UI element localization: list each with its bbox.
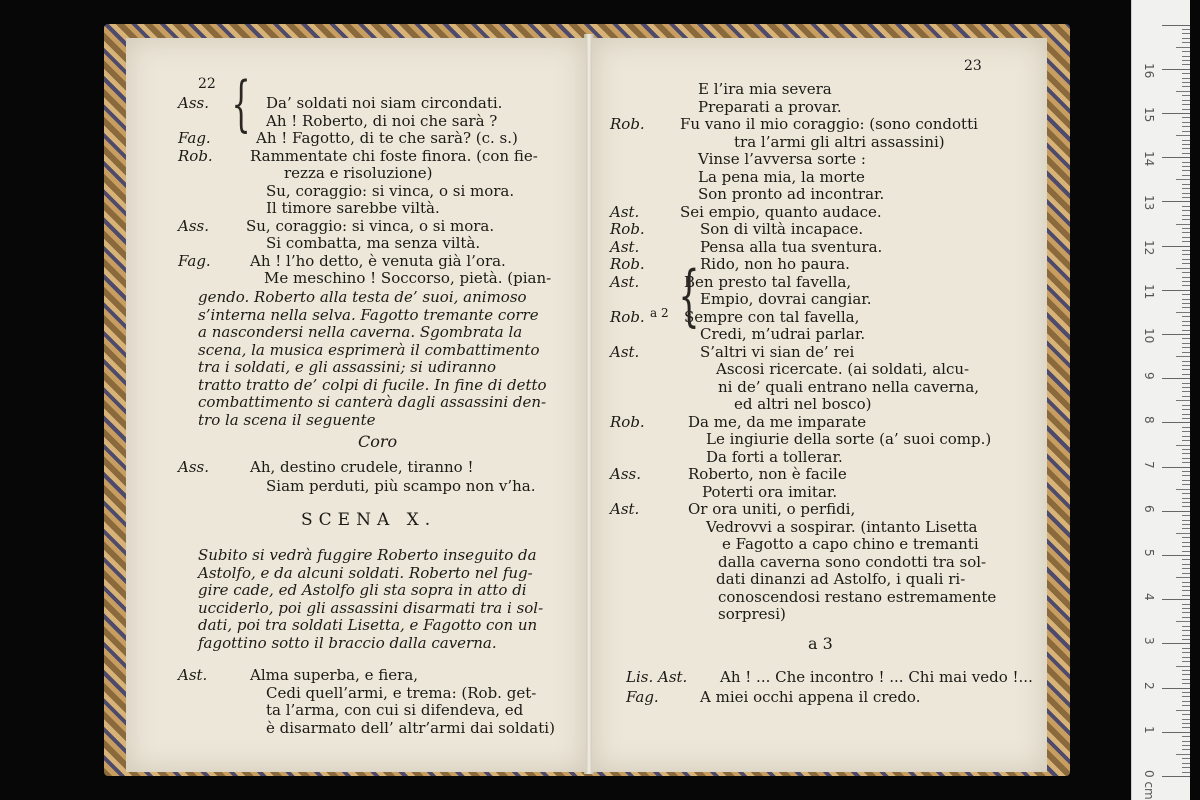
ruler-tick — [1182, 228, 1190, 229]
ruler-tick — [1182, 701, 1190, 702]
text-line: dalla caverna sono condotti tra sol- — [718, 552, 987, 571]
ruler-label: 8 — [1142, 416, 1156, 425]
ruler-tick — [1182, 56, 1190, 57]
ruler-tick — [1182, 303, 1190, 304]
text-line: Da’ soldati noi siam circondati. — [266, 94, 503, 112]
text-line: Su, coraggio: si vinca, o si mora. — [266, 181, 515, 200]
ruler-tick — [1182, 648, 1190, 649]
ruler-tick — [1182, 316, 1190, 317]
ruler-tick — [1182, 542, 1190, 543]
ruler-tick — [1182, 670, 1190, 671]
ruler-tick — [1182, 64, 1190, 65]
ruler-tick — [1176, 666, 1190, 667]
ruler-tick — [1176, 356, 1190, 357]
speaker-label: Fag. — [178, 129, 211, 147]
ruler-tick — [1182, 635, 1190, 636]
ruler-tick — [1182, 639, 1190, 640]
ruler-tick — [1162, 422, 1190, 423]
text-line: Or ora uniti, o perfidi, — [688, 500, 856, 518]
ruler-label: 3 — [1142, 637, 1156, 646]
text-line: Ah, destino crudele, tiranno ! — [250, 458, 474, 476]
ruler-tick — [1182, 272, 1190, 273]
ruler-tick — [1182, 237, 1190, 238]
ruler-tick — [1182, 126, 1190, 127]
ruler-tick — [1182, 626, 1190, 627]
ruler-tick — [1182, 374, 1190, 375]
ruler-tick — [1182, 727, 1190, 728]
text-line: dati dinanzi ad Astolfo, i quali ri- — [716, 570, 966, 588]
ruler-tick — [1182, 767, 1190, 768]
ruler-tick — [1176, 445, 1190, 446]
ruler-tick — [1182, 520, 1190, 521]
ruler-tick — [1182, 162, 1190, 163]
scena-direction-line: ucciderlo, poi gli assassini disarmati tra i sol- — [198, 598, 544, 617]
ruler-tick — [1182, 449, 1190, 450]
ruler-tick — [1162, 643, 1190, 644]
ruler-tick — [1182, 259, 1190, 260]
ruler-tick — [1182, 285, 1190, 286]
speaker-label: Rob. — [610, 220, 645, 238]
ruler-tick — [1162, 290, 1190, 291]
ruler-tick — [1182, 254, 1190, 255]
text-line: conoscendosi restano estremamente — [718, 587, 997, 606]
ruler-label: 7 — [1142, 460, 1156, 469]
ruler-tick — [1182, 745, 1190, 746]
ruler-tick — [1182, 33, 1190, 34]
text-line: tra l’armi gli altri assassini) — [734, 132, 945, 151]
text-line: ed altri nel bosco) — [734, 395, 872, 413]
ruler-tick — [1182, 736, 1190, 737]
text-line: ta l’arma, con cui si difendeva, ed — [266, 701, 524, 719]
ruler-label: 15 — [1142, 107, 1156, 123]
stage-direction-line: combattimento si canterà dagli assassini den- — [198, 393, 547, 411]
ruler-tick — [1176, 47, 1190, 48]
ruler-tick — [1182, 674, 1190, 675]
text-line: Da me, da me imparate — [688, 412, 867, 431]
ruler-tick — [1182, 705, 1190, 706]
ruler-tick — [1182, 144, 1190, 145]
ruler-tick — [1182, 51, 1190, 52]
ruler-label: 4 — [1142, 593, 1156, 601]
ruler-tick — [1182, 263, 1190, 264]
ruler-label: 14 — [1142, 151, 1156, 167]
ruler-tick — [1182, 361, 1190, 362]
ruler-tick — [1182, 166, 1190, 167]
ruler-tick — [1182, 396, 1190, 397]
ruler-tick — [1176, 577, 1190, 578]
stage-direction-line: gendo. Roberto alla testa de’ suoi, animoso — [198, 288, 527, 306]
ruler-tick — [1182, 436, 1190, 437]
ruler-tick — [1182, 679, 1190, 680]
ruler-tick — [1176, 312, 1190, 313]
ruler-tick — [1182, 453, 1190, 454]
speaker-label: Ast. — [178, 666, 208, 684]
ruler-tick — [1182, 471, 1190, 472]
text-line: Ben presto tal favella, — [684, 272, 852, 291]
ruler-label: 9 — [1142, 372, 1156, 380]
speaker-label: Ass. — [178, 94, 209, 112]
ruler-label: 12 — [1142, 239, 1156, 255]
ruler-tick — [1182, 330, 1190, 331]
speaker-label: Ast. — [610, 342, 640, 361]
stage-direction-line: s’interna nella selva. Fagotto tremante corre — [198, 305, 539, 324]
ruler-tick — [1182, 277, 1190, 278]
ruler-tick — [1182, 210, 1190, 211]
ruler-label: 1 — [1142, 725, 1156, 734]
ruler-tick — [1182, 325, 1190, 326]
ruler-tick — [1182, 78, 1190, 79]
ruler-tick — [1176, 224, 1190, 225]
ruler-tick — [1182, 299, 1190, 300]
speaker-label: Ast. — [610, 202, 640, 221]
ruler-tick — [1182, 714, 1190, 715]
ruler-tick — [1182, 617, 1190, 618]
text-line: e Fagotto a capo chino e tremanti — [722, 535, 979, 553]
ruler-tick — [1162, 69, 1190, 70]
speaker-label: Ass. — [610, 465, 641, 483]
speaker-label: Ast. — [610, 500, 640, 518]
ruler-tick — [1182, 232, 1190, 233]
ruler-tick — [1182, 73, 1190, 74]
text-line: A miei occhi appena il credo. — [700, 688, 921, 706]
ruler-tick — [1182, 170, 1190, 171]
stage-direction-line: scena, la musica esprimerà il combattimento — [198, 340, 540, 359]
ruler-tick — [1182, 95, 1190, 96]
stage-direction-line: tro la scena il seguente — [198, 410, 376, 429]
ruler-tick — [1182, 696, 1190, 697]
ruler-tick — [1182, 352, 1190, 353]
ruler-tick — [1182, 586, 1190, 587]
ruler-tick — [1182, 612, 1190, 613]
ruler-tick — [1182, 595, 1190, 596]
ruler-tick — [1182, 458, 1190, 459]
speaker-label: Rob. — [610, 255, 645, 273]
text-line: Me meschino ! Soccorso, pietà. (pian- — [264, 269, 552, 287]
measurement-ruler — [1131, 0, 1190, 800]
text-line: rezza e risoluzione) — [284, 164, 433, 182]
text-line: Son di viltà incapace. — [700, 220, 864, 238]
ruler-tick — [1162, 555, 1190, 556]
ruler-tick — [1182, 758, 1190, 759]
ruler-tick — [1176, 621, 1190, 622]
ruler-tick — [1162, 467, 1190, 468]
ruler-tick — [1162, 776, 1190, 777]
ruler-tick — [1182, 418, 1190, 419]
ruler-tick — [1176, 179, 1190, 180]
ruler-tick — [1162, 157, 1190, 158]
ruler-tick — [1182, 188, 1190, 189]
ruler-tick — [1182, 723, 1190, 724]
text-line: Ah ! l’ho detto, è venuta già l’ora. — [250, 251, 506, 270]
stage-direction-line: tra i soldati, e gli assassini; si udiranno — [198, 358, 497, 376]
text-line: Pensa alla tua sventura. — [700, 237, 883, 256]
ruler-tick — [1162, 511, 1190, 512]
ruler-tick — [1182, 86, 1190, 87]
ruler-tick — [1182, 175, 1190, 176]
speaker-label: Rob. — [610, 307, 645, 326]
ruler-tick — [1182, 719, 1190, 720]
brace-icon: { — [678, 257, 700, 334]
speaker-label: Rob. — [610, 412, 645, 431]
ruler-tick — [1182, 537, 1190, 538]
ruler-tick — [1176, 754, 1190, 755]
ruler-tick — [1162, 201, 1190, 202]
ruler-tick — [1182, 117, 1190, 118]
ruler-tick — [1182, 148, 1190, 149]
speaker-label: Fag. — [626, 688, 659, 706]
text-line: Poterti ora imitar. — [702, 482, 838, 501]
speaker-label: Ast. — [610, 272, 640, 291]
ruler-tick — [1182, 241, 1190, 242]
text-line: Fu vano il mio coraggio: (sono condotti — [680, 115, 978, 133]
ruler-tick — [1182, 546, 1190, 547]
ruler-tick — [1162, 688, 1190, 689]
coro-label: Coro — [358, 432, 398, 451]
ruler-tick — [1182, 294, 1190, 295]
ruler-tick — [1176, 268, 1190, 269]
ruler-tick — [1176, 533, 1190, 534]
text-line: Credi, m’udrai parlar. — [700, 325, 866, 343]
ruler-label: 0 cm — [1142, 770, 1156, 800]
speaker-label: Rob. — [178, 146, 213, 165]
ruler-tick — [1182, 82, 1190, 83]
ruler-tick — [1182, 657, 1190, 658]
ruler-tick — [1182, 524, 1190, 525]
ruler-tick — [1182, 493, 1190, 494]
ruler-tick — [1182, 763, 1190, 764]
ruler-tick — [1182, 109, 1190, 110]
text-line: è disarmato dell’ altr’armi dai soldati) — [266, 718, 555, 737]
ruler-label: 16 — [1142, 62, 1156, 79]
ruler-tick — [1176, 489, 1190, 490]
ruler-tick — [1182, 153, 1190, 154]
ruler-tick — [1182, 502, 1190, 503]
ruler-tick — [1182, 683, 1190, 684]
speaker-label: Lis. Ast. — [626, 668, 688, 686]
speaker-label: Rob. — [610, 115, 645, 133]
ruler-tick — [1182, 414, 1190, 415]
scena-direction-line: dati, poi tra soldati Lisetta, e Fagotto con un — [198, 616, 538, 634]
scena-direction-line: fagottino sotto il braccio dalla caverna. — [198, 633, 497, 652]
ruler-label: 6 — [1142, 504, 1156, 513]
ruler-tick — [1182, 559, 1190, 560]
stage-direction-line: a nascondersi nella caverna. Sgombrata la — [198, 323, 523, 341]
ruler-tick — [1182, 409, 1190, 410]
ruler-tick — [1182, 692, 1190, 693]
ruler-tick — [1182, 60, 1190, 61]
ruler-tick — [1176, 400, 1190, 401]
ruler-tick — [1182, 582, 1190, 583]
ruler-tick — [1182, 29, 1190, 30]
scena-direction-line: Subito si vedrà fuggire Roberto inseguito da — [198, 546, 537, 564]
text-line: Ascosi ricercate. (ai soldati, alcu- — [716, 360, 970, 378]
text-line: Rido, non ho paura. — [700, 255, 850, 273]
text-line: S’altri vi sian de’ rei — [700, 342, 855, 361]
text-line: Vinse l’avversa sorte : — [698, 150, 866, 168]
ruler-tick — [1182, 250, 1190, 251]
ruler-tick — [1182, 568, 1190, 569]
text-line: Vedrovvi a sospirar. (intanto Lisetta — [706, 517, 978, 536]
ruler-tick — [1182, 551, 1190, 552]
text-line: Sempre con tal favella, — [684, 307, 860, 326]
text-line: Le ingiurie della sorte (a’ suoi comp.) — [706, 430, 992, 448]
ruler-tick — [1182, 652, 1190, 653]
ruler-tick — [1182, 741, 1190, 742]
ruler-tick — [1182, 206, 1190, 207]
ruler-tick — [1182, 38, 1190, 39]
ruler-tick — [1182, 343, 1190, 344]
brace-icon: { — [231, 69, 251, 139]
ruler-tick — [1182, 506, 1190, 507]
right-page — [592, 38, 1047, 772]
ruler-tick — [1182, 604, 1190, 605]
a3-label: a 3 — [808, 634, 833, 653]
text-line: Son pronto ad incontrar. — [698, 185, 885, 203]
ruler-tick — [1182, 749, 1190, 750]
text-line: Alma superba, e fiera, — [250, 666, 419, 684]
text-line: sorpresi) — [718, 605, 786, 623]
ruler-label: 10 — [1142, 328, 1156, 344]
speaker-label: Ast. — [610, 237, 640, 256]
ruler-label: 11 — [1142, 283, 1156, 300]
ruler-tick — [1182, 590, 1190, 591]
ruler-label: 13 — [1142, 195, 1156, 211]
ruler-label: 2 — [1142, 681, 1156, 690]
ruler-tick — [1182, 498, 1190, 499]
scena-direction-line: Astolfo, e da alcuni soldati. Roberto nel fug- — [198, 563, 533, 582]
ruler-tick — [1182, 480, 1190, 481]
ruler-tick — [1182, 193, 1190, 194]
ruler-tick — [1162, 378, 1190, 379]
ruler-tick — [1176, 91, 1190, 92]
text-line: Siam perduti, più scampo non v’ha. — [266, 477, 536, 495]
ruler-tick — [1182, 281, 1190, 282]
text-line: E l’ira mia severa — [698, 80, 832, 98]
ruler-tick — [1182, 387, 1190, 388]
text-line: ni de’ quali entrano nella caverna, — [718, 377, 980, 396]
text-line: Si combatta, ma senza viltà. — [266, 234, 481, 252]
ruler-tick — [1162, 113, 1190, 114]
ruler-tick — [1182, 440, 1190, 441]
text-line: Da forti a tollerar. — [706, 447, 843, 466]
ruler-tick — [1182, 431, 1190, 432]
ruler-label: 5 — [1142, 549, 1156, 557]
a2-label: a 2 — [650, 306, 669, 320]
text-line: Rammentate chi foste finora. (con fie- — [250, 146, 538, 165]
text-line: Preparati a provar. — [698, 97, 842, 116]
ruler-tick — [1182, 573, 1190, 574]
ruler-tick — [1182, 100, 1190, 101]
text-line: La pena mia, la morte — [698, 167, 865, 186]
ruler-tick — [1182, 215, 1190, 216]
ruler-tick — [1182, 104, 1190, 105]
text-line: Ah ! ... Che incontro ! ... Chi mai vedo !... — [720, 668, 1033, 686]
text-line: Ah ! Roberto, di noi che sarà ? — [266, 111, 498, 130]
ruler-tick — [1182, 528, 1190, 529]
ruler-tick — [1182, 122, 1190, 123]
ruler-tick — [1182, 462, 1190, 463]
page-number-left: 22 — [198, 76, 216, 92]
stage-direction-line: tratto tratto de’ colpi di fucile. In fine di detto — [198, 375, 547, 394]
ruler-tick — [1182, 772, 1190, 773]
ruler-tick — [1162, 732, 1190, 733]
ruler-tick — [1182, 369, 1190, 370]
ruler-tick — [1182, 307, 1190, 308]
ruler-tick — [1182, 338, 1190, 339]
ruler-tick — [1182, 140, 1190, 141]
ruler-tick — [1162, 25, 1190, 26]
ruler-tick — [1182, 391, 1190, 392]
scena-direction-line: gire cade, ed Astolfo gli sta sopra in atto di — [198, 581, 527, 599]
page-number-right: 23 — [964, 58, 982, 74]
speaker-label: Ass. — [178, 458, 209, 476]
ruler-tick — [1182, 630, 1190, 631]
text-line: Roberto, non è facile — [688, 465, 847, 483]
ruler-tick — [1182, 484, 1190, 485]
ruler-tick — [1162, 246, 1190, 247]
ruler-tick — [1182, 219, 1190, 220]
ruler-tick — [1182, 321, 1190, 322]
text-line: Su, coraggio: si vinca, o si mora. — [246, 216, 495, 235]
text-line: Ah ! Fagotto, di te che sarà? (c. s.) — [256, 129, 518, 147]
ruler-tick — [1182, 515, 1190, 516]
ruler-tick — [1162, 334, 1190, 335]
ruler-tick — [1182, 564, 1190, 565]
ruler-tick — [1182, 427, 1190, 428]
text-line: Empio, dovrai cangiar. — [700, 290, 872, 308]
scena-title: SCENA X. — [301, 510, 437, 530]
ruler-tick — [1182, 42, 1190, 43]
left-page — [126, 38, 586, 772]
ruler-tick — [1182, 383, 1190, 384]
ruler-tick — [1182, 184, 1190, 185]
speaker-label: Fag. — [178, 251, 211, 270]
ruler-tick — [1176, 710, 1190, 711]
text-line: Cedi quell’armi, e trema: (Rob. get- — [266, 683, 537, 702]
ruler-tick — [1182, 661, 1190, 662]
speaker-label: Ass. — [178, 216, 209, 235]
ruler-tick — [1182, 608, 1190, 609]
ruler-tick — [1182, 365, 1190, 366]
text-line: Sei empio, quanto audace. — [680, 202, 882, 221]
ruler-tick — [1162, 599, 1190, 600]
text-line: Il timore sarebbe viltà. — [266, 199, 440, 217]
ruler-tick — [1182, 197, 1190, 198]
ruler-tick — [1182, 475, 1190, 476]
ruler-tick — [1176, 135, 1190, 136]
ruler-tick — [1182, 347, 1190, 348]
ruler-tick — [1182, 131, 1190, 132]
ruler-tick — [1182, 405, 1190, 406]
